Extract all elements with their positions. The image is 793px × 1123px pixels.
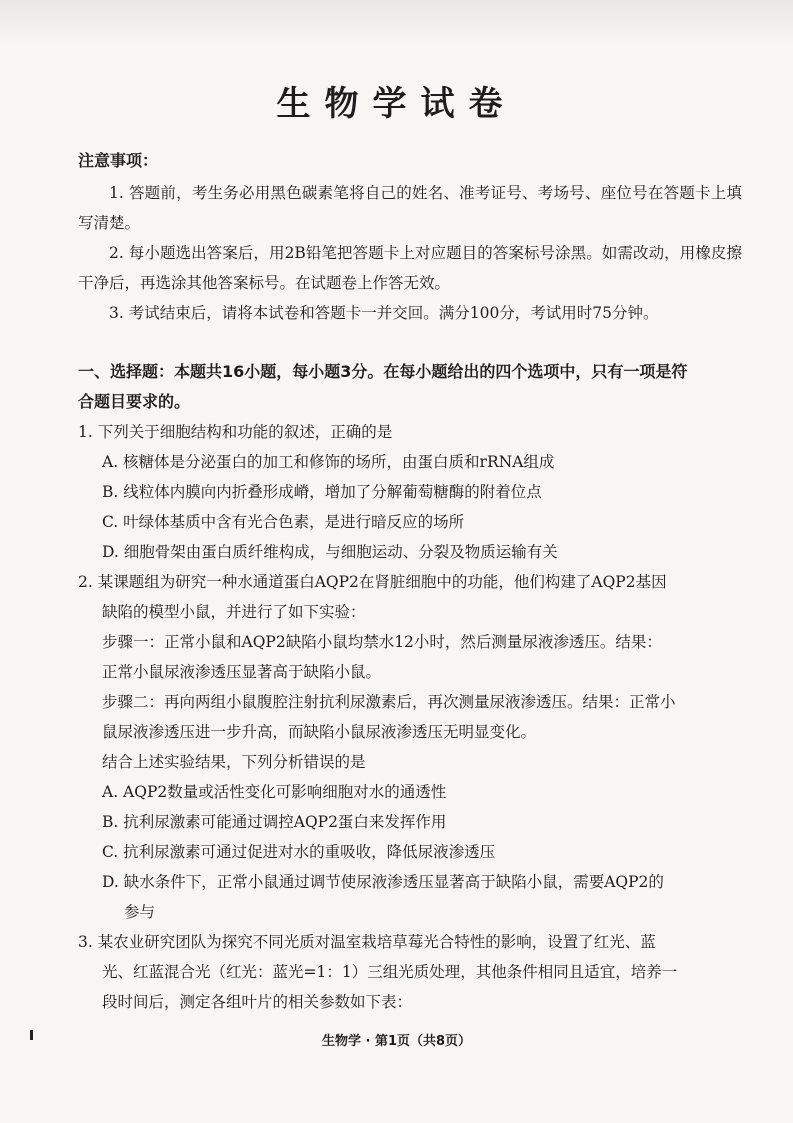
question-2-option-c: C. 抗利尿激素可通过促进对水的重吸收，降低尿液渗透压 (102, 843, 496, 861)
question-1-stem: 1. 下列关于细胞结构和功能的叙述，正确的是 (78, 423, 393, 441)
notice-item-1: 1. 答题前，考生务必用黑色碳素笔将自己的姓名、准考证号、考场号、座位号在答题卡上填写清楚。 (78, 184, 742, 232)
question-2-stem-line2: 缺陷的模型小鼠，并进行了如下实验： (102, 603, 366, 621)
question-3-line1: 3. 某农业研究团队为探究不同光质对温室栽培草莓光合特性的影响，设置了红光、蓝 (78, 933, 656, 951)
notice-item-2: 2. 每小题选出答案后，用2B铅笔把答题卡上对应题目的答案标号涂黑。如需改动，用橡皮擦干净后，再选涂其他答案标号。在试题卷上作答无效。 (78, 244, 742, 292)
question-3-line3: 段时间后，测定各组叶片的相关参数如下表： (102, 993, 413, 1011)
question-1-option-c: C. 叶绿体基质中含有光合色素，是进行暗反应的场所 (102, 513, 465, 531)
question-2-step1-line2: 正常小鼠尿液渗透压显著高于缺陷小鼠。 (102, 663, 382, 681)
question-2-option-a: A. AQP2数量或活性变化可影响细胞对水的通透性 (102, 783, 447, 801)
question-2-ask: 结合上述实验结果，下列分析错误的是 (102, 753, 366, 771)
question-1-option-b: B. 线粒体内膜向内折叠形成嵴，增加了分解葡萄糖酶的附着位点 (102, 483, 542, 501)
page-title: 生物学试卷 (276, 84, 517, 124)
question-2-stem-line1: 2. 某课题组为研究一种水通道蛋白AQP2在肾脏细胞中的功能，他们构建了AQP2基因 (78, 573, 667, 591)
question-1-option-d: D. 细胞骨架由蛋白质纤维构成，与细胞运动、分裂及物质运输有关 (102, 543, 558, 561)
question-1-option-a: A. 核糖体是分泌蛋白的加工和修饰的场所，由蛋白质和rRNA组成 (102, 453, 555, 471)
question-2-step2-line2: 鼠尿液渗透压进一步升高，而缺陷小鼠尿液渗透压无明显变化。 (102, 723, 537, 741)
question-3-line2: 光、红蓝混合光（红光：蓝光=1：1）三组光质处理，其他条件相同且适宜，培养一 (102, 963, 678, 981)
section-heading-line1: 一、选择题：本题共16小题，每小题3分。在每小题给出的四个选项中，只有一项是符 (78, 362, 688, 381)
page-footer: 生物学 · 第1页（共8页） (321, 1034, 472, 1049)
section-heading-line2: 合题目要求的。 (78, 392, 191, 411)
scan-mark (30, 1030, 33, 1040)
question-2-option-d-continued: 参与 (124, 903, 156, 921)
question-2-step1-line1: 步骤一：正常小鼠和AQP2缺陷小鼠均禁水12小时，然后测量尿液渗透压。结果： (102, 633, 662, 651)
question-2-step2-line1: 步骤二：再向两组小鼠腹腔注射抗利尿激素后，再次测量尿液渗透压。结果：正常小 (102, 693, 676, 711)
notice-item-3: 3. 考试结束后，请将本试卷和答题卡一并交回。满分100分，考试用时75分钟。 (109, 304, 659, 322)
question-2-option-b: B. 抗利尿激素可能通过调控AQP2蛋白来发挥作用 (102, 813, 447, 831)
question-2-option-d: D. 缺水条件下，正常小鼠通过调节使尿液渗透压显著高于缺陷小鼠，需要AQP2的 (102, 873, 664, 891)
scan-shadow (0, 0, 793, 46)
notice-heading: 注意事项： (78, 151, 159, 170)
